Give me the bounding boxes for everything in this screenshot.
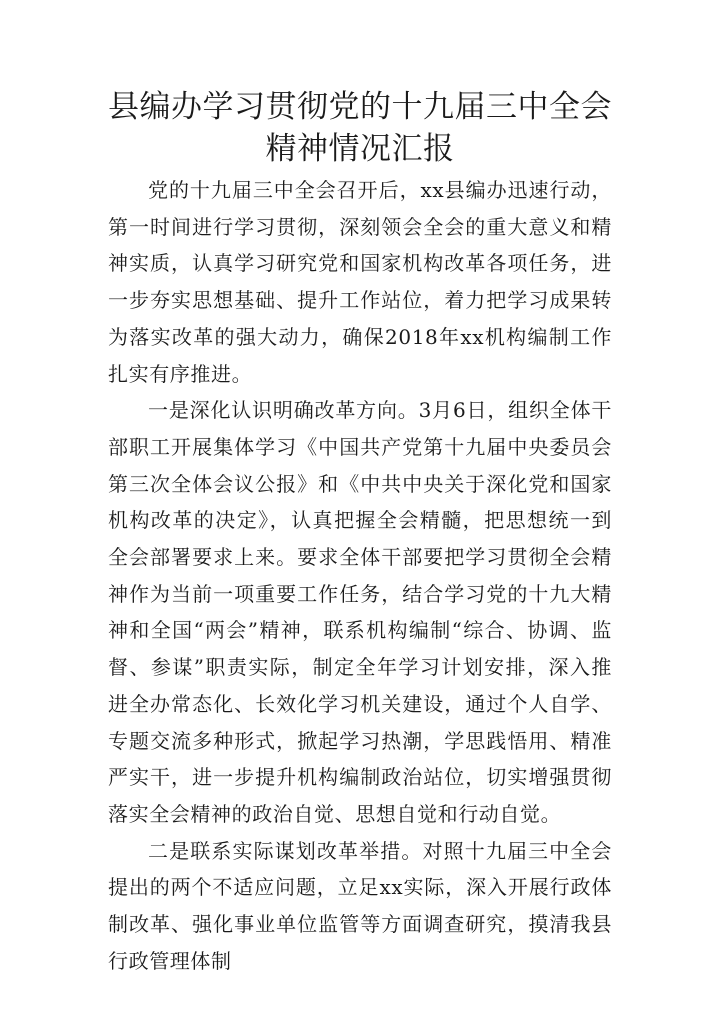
document-title: 县编办学习贯彻党的十九届三中全会精神情况汇报 <box>108 89 612 167</box>
document-body <box>108 172 612 979</box>
paragraph-point-two: 二是联系实际谋划改革举措。对照十九届三中全会提出的两个不适应问题，立足xx实际，深入开展行政体制改革、强化事业单位监管等方面调查研究，摸清我县行政管理体制 <box>108 838 612 973</box>
paragraph-point-one: 一是深化认识明确改革方向。3月6日，组织全体干部职工开展集体学习《中国共产党第十九届中央委员会第三次全体会议公报》和《中共中央关于深化党和国家机构改革的决定》，认真把握全会精髓，把思想统一到全会部署要求上来。要求全体干部要把学习贯彻全会精神作为当前一项重要工作任务，结合学习党的十九大精神和全国“两会”精神，联系机构编制“综合、协调、监督、参谋”职责实际，制定全年学习计划安排，深入推进全办常态化、长效化学习机关建设，通过个人自学、专题交流多种形式，掀起学习热潮，学思践悟用、精准严实干，进一步提升机构编制政治站位，切实增强贯彻落实全会精神的政治自觉、思想自觉和行动自觉。 <box>108 398 612 826</box>
paragraph-intro: 党的十九届三中全会召开后，xx县编办迅速行动，第一时间进行学习贯彻，深刻领会全会的重大意义和精神实质，认真学习研究党和国家机构改革各项任务，进一步夯实思想基础、提升工作站位，着力把学习成果转为落实改革的强大动力，确保2018年xx机构编制工作扎实有序推进。 <box>108 178 612 386</box>
